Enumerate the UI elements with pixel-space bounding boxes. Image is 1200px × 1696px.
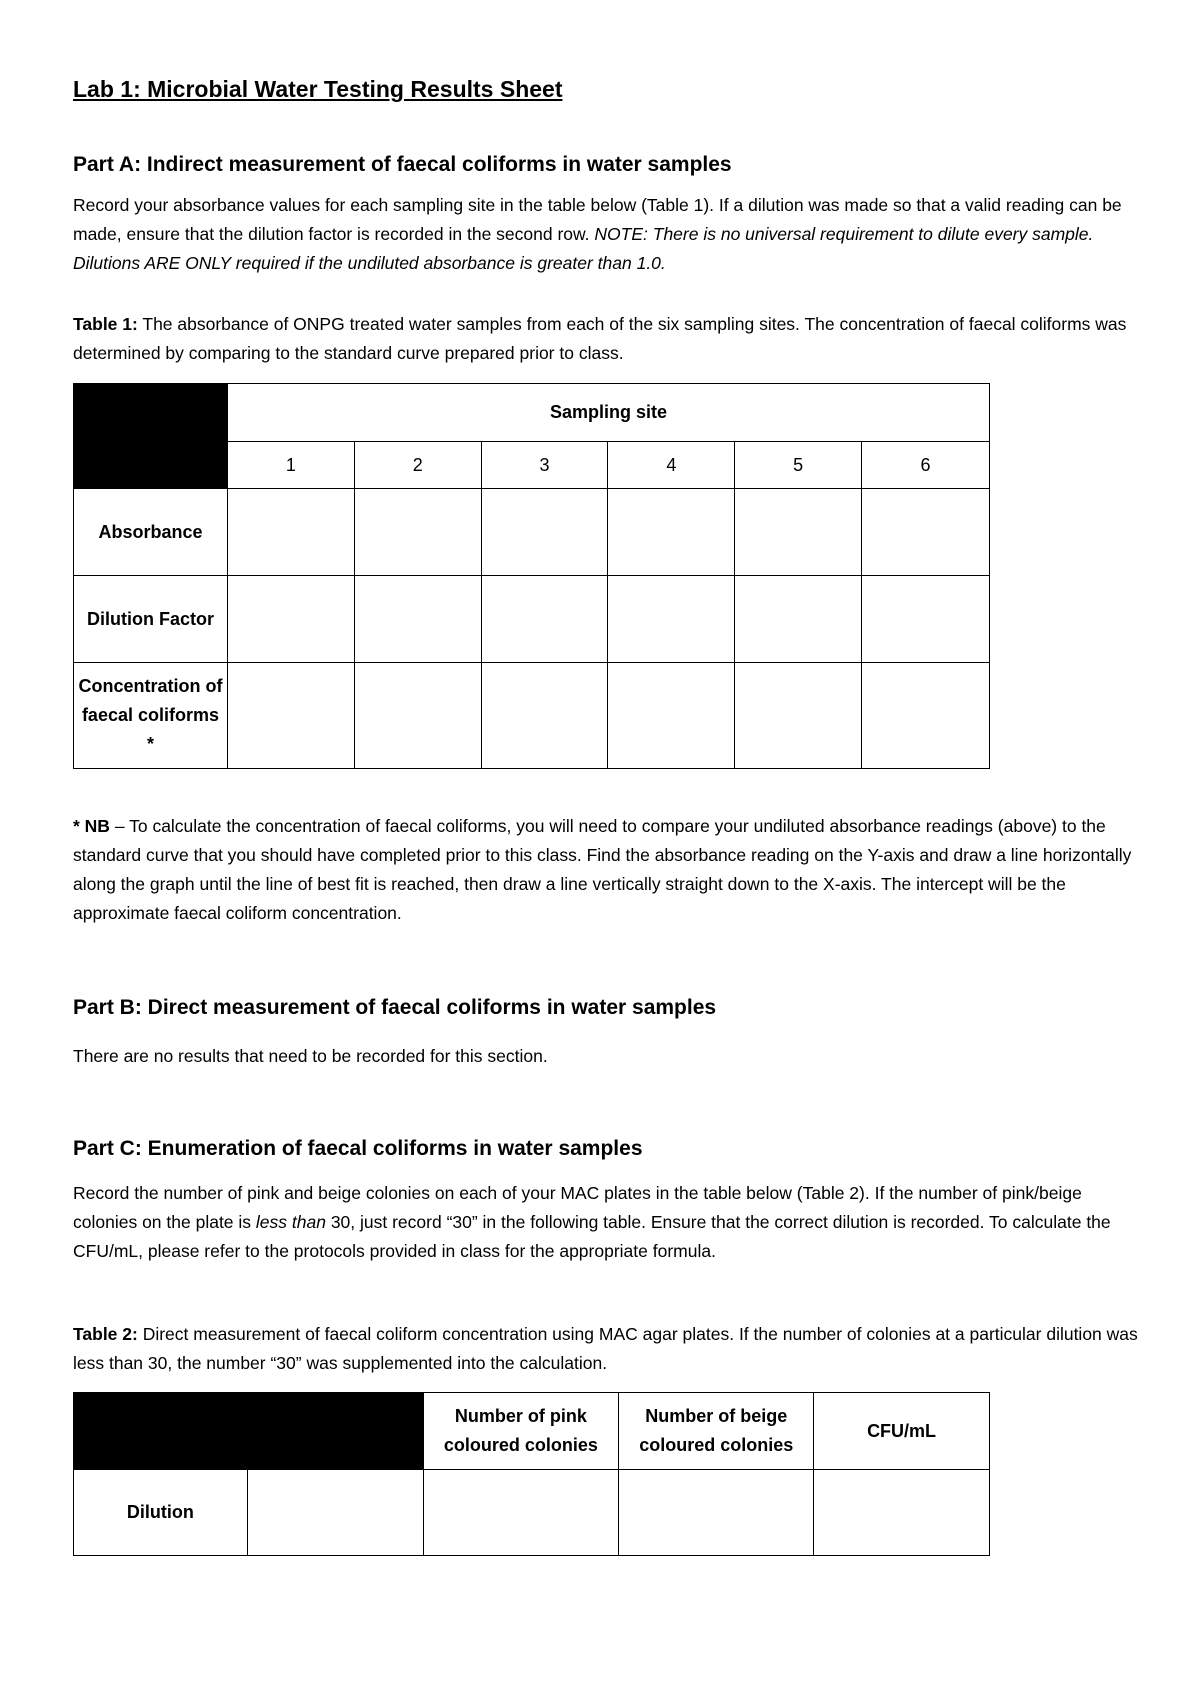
absorbance-cell[interactable] xyxy=(735,489,862,576)
dilution-factor-row xyxy=(74,576,990,663)
table-2 xyxy=(73,1392,990,1556)
concentration-cell[interactable] xyxy=(608,663,735,769)
table-1-corner-cell xyxy=(74,384,228,489)
dilution-factor-cell[interactable] xyxy=(735,576,862,663)
concentration-cell[interactable] xyxy=(227,663,354,769)
site-header-5: 5 xyxy=(735,442,862,489)
absorbance-cell[interactable] xyxy=(481,489,608,576)
dilution-label: Dilution xyxy=(74,1470,248,1556)
table-2-corner-cell xyxy=(74,1393,424,1470)
part-a-heading: Part A: Indirect measurement of faecal coliforms in water samples xyxy=(73,153,732,176)
dilution-factor-cell[interactable] xyxy=(481,576,608,663)
absorbance-cell[interactable] xyxy=(862,489,990,576)
absorbance-cell[interactable] xyxy=(608,489,735,576)
table-1-caption-text: The absorbance of ONPG treated water samples from each of the six sampling sites. The concentration of faecal coliforms was determined by comparing to the standard curve prepared prior to class. xyxy=(73,314,1127,363)
part-c-intro-em: less than xyxy=(255,1212,326,1232)
dilution-factor-cell[interactable] xyxy=(608,576,735,663)
part-c-intro-b: 30, just record “30” in the following table. Ensure that the correct dilution is recorded. To calculate the CFU/mL, please refer to the protocols provided in class for the appropriate formula. xyxy=(73,1212,1111,1261)
dilution-row xyxy=(74,1470,990,1556)
table-1 xyxy=(73,383,990,769)
concentration-label: Concentration of faecal coliforms * xyxy=(74,663,228,769)
part-c-heading: Part C: Enumeration of faecal coliforms in water samples xyxy=(73,1137,643,1160)
pink-colonies-header: Number of pink coloured colonies xyxy=(423,1393,619,1470)
cfu-cell[interactable] xyxy=(814,1470,990,1556)
dilution-factor-cell[interactable] xyxy=(227,576,354,663)
document-title: Lab 1: Microbial Water Testing Results Sheet xyxy=(73,76,563,102)
part-c-intro xyxy=(73,1179,1141,1266)
site-header-4: 4 xyxy=(608,442,735,489)
table-1-caption xyxy=(73,310,1141,368)
beige-colonies-cell[interactable] xyxy=(619,1470,814,1556)
absorbance-row xyxy=(74,489,990,576)
absorbance-cell[interactable] xyxy=(354,489,481,576)
site-header-1: 1 xyxy=(227,442,354,489)
nb-label: * NB xyxy=(73,816,110,836)
part-a-intro xyxy=(73,191,1141,278)
concentration-cell[interactable] xyxy=(481,663,608,769)
concentration-cell[interactable] xyxy=(862,663,990,769)
absorbance-label: Absorbance xyxy=(74,489,228,576)
absorbance-cell[interactable] xyxy=(227,489,354,576)
part-b-heading: Part B: Direct measurement of faecal coliforms in water samples xyxy=(73,996,717,1019)
part-a-intro-note: NOTE: There is no universal requirement to dilute every sample. Dilutions ARE ONLY required if the undiluted absorbance is greater than 1.0. xyxy=(73,224,1094,273)
part-a-intro-text: Record your absorbance values for each sampling site in the table below (Table 1). If a dilution was made so that a valid reading can be made, ensure that the dilution factor is recorded in the second row. xyxy=(73,195,1122,244)
beige-colonies-header: Number of beige coloured colonies xyxy=(619,1393,814,1470)
table-2-caption-label: Table 2: xyxy=(73,1324,138,1344)
sampling-site-header: Sampling site xyxy=(227,384,989,442)
nb-text: – To calculate the concentration of faecal coliforms, you will need to compare your undiluted absorbance readings (above) to the standard curve that you should have completed prior to this class. Find the absorbance reading on the Y-axis and draw a line horizontally along the graph until the line of best fit is reached, then draw a line vertically straight down to the X-axis. The intercept will be the approximate faecal coliform concentration. xyxy=(73,816,1132,923)
site-header-6: 6 xyxy=(862,442,990,489)
cfu-header: CFU/mL xyxy=(814,1393,990,1470)
dilution-factor-label: Dilution Factor xyxy=(74,576,228,663)
pink-colonies-cell[interactable] xyxy=(423,1470,619,1556)
part-b-text: There are no results that need to be recorded for this section. xyxy=(73,1046,548,1066)
dilution-factor-cell[interactable] xyxy=(354,576,481,663)
dilution-factor-cell[interactable] xyxy=(862,576,990,663)
part-c-intro-a: Record the number of pink and beige colonies on each of your MAC plates in the table below (Table 2). If the number of pink/beige colonies on the plate is xyxy=(73,1183,1082,1232)
table-2-caption-text: Direct measurement of faecal coliform concentration using MAC agar plates. If the number of colonies at a particular dilution was less than 30, the number “30” was supplemented into the calculation. xyxy=(73,1324,1138,1373)
nb-note xyxy=(73,812,1141,928)
concentration-cell[interactable] xyxy=(354,663,481,769)
dilution-value-cell[interactable] xyxy=(247,1470,423,1556)
concentration-row xyxy=(74,663,990,769)
site-header-3: 3 xyxy=(481,442,608,489)
table-1-caption-label: Table 1: xyxy=(73,314,138,334)
site-header-2: 2 xyxy=(354,442,481,489)
concentration-cell[interactable] xyxy=(735,663,862,769)
table-2-caption xyxy=(73,1320,1141,1378)
